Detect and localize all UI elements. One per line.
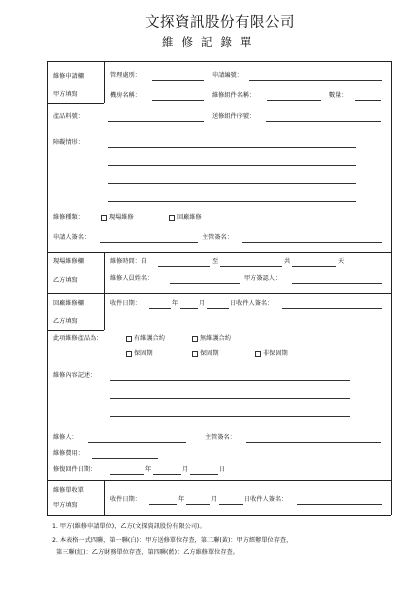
model-name-field[interactable] bbox=[152, 100, 204, 101]
return-checkbox[interactable] bbox=[169, 215, 175, 221]
receive-month-field[interactable] bbox=[180, 308, 198, 309]
side-label: 現場維修欄 bbox=[53, 258, 84, 265]
receive-date-label: 收件日期： bbox=[110, 300, 141, 307]
out-warranty-option: 非保固期 bbox=[263, 350, 288, 357]
return-option: 回廠維修 bbox=[177, 214, 202, 221]
supervisor-sign-label: 主管簽名： bbox=[205, 434, 236, 441]
repairer-label: 維修人： bbox=[53, 434, 78, 441]
return-year-field[interactable] bbox=[110, 474, 144, 475]
no-contract-option: 無維護合約 bbox=[200, 335, 231, 342]
fault-desc-label: 障礙情形： bbox=[53, 139, 84, 146]
model-name-label: 機房名稱： bbox=[110, 92, 141, 99]
return-month-field[interactable] bbox=[153, 474, 181, 475]
side-label: 回廠維修欄 bbox=[53, 300, 84, 307]
onsite-checkbox[interactable] bbox=[101, 215, 107, 221]
request-no-field[interactable] bbox=[249, 80, 382, 81]
note-2-cont: 第三聯(紅)：乙方財務單位存查，第四聯(藍)：乙方維修單位存查。 bbox=[56, 549, 239, 556]
part-serial-field[interactable] bbox=[266, 121, 381, 122]
repair-fee-field[interactable] bbox=[92, 458, 158, 459]
side-label-sub: 甲方填寫 bbox=[53, 502, 78, 509]
repair-time-label: 維修時間：自 bbox=[110, 258, 148, 265]
warranty-checkbox[interactable] bbox=[126, 351, 132, 357]
part-serial-label: 送修組件序號： bbox=[212, 113, 256, 120]
supervisor-sign-field[interactable] bbox=[242, 242, 382, 243]
supervisor-sign-field[interactable] bbox=[246, 442, 381, 443]
month-label: 月 bbox=[199, 300, 206, 307]
year-label: 年 bbox=[145, 466, 152, 473]
to-label: 至 bbox=[212, 258, 219, 265]
side-label-sub: 乙方填寫 bbox=[53, 277, 78, 284]
month-label: 月 bbox=[211, 496, 218, 503]
repair-product-label: 此項維修產品為： bbox=[53, 335, 103, 342]
year-label: 年 bbox=[178, 496, 185, 503]
repair-content-line[interactable] bbox=[110, 380, 350, 381]
repair-part-name-field[interactable] bbox=[267, 100, 321, 101]
quantity-label: 數量： bbox=[329, 92, 348, 99]
fault-desc-line[interactable] bbox=[108, 183, 356, 184]
day-receiver-label: 日收件人簽名： bbox=[230, 300, 274, 307]
side-label-sub: 甲方填寫 bbox=[53, 91, 78, 98]
no-contract-checkbox[interactable] bbox=[192, 336, 198, 342]
return-date-label: 修復回件日期： bbox=[53, 466, 97, 473]
admin-category-field[interactable] bbox=[152, 80, 204, 81]
day-label: 日 bbox=[219, 466, 226, 473]
return-day-field[interactable] bbox=[190, 474, 218, 475]
note-2: 2. 本表格一式四聯，第一聯(白)：甲方送修單位存查，第二聯(黃)：甲方經辦單位存查， bbox=[52, 537, 293, 544]
quantity-field[interactable] bbox=[355, 100, 381, 101]
fault-desc-line[interactable] bbox=[108, 147, 356, 148]
receive-day-field[interactable] bbox=[207, 308, 229, 309]
party-a-confirm-label: 甲方簽認人： bbox=[244, 275, 282, 282]
side-label: 維修申請欄 bbox=[53, 73, 84, 80]
receipt-year-field[interactable] bbox=[149, 504, 177, 505]
request-no-label: 申請編號： bbox=[212, 72, 243, 79]
repairer-name-field[interactable] bbox=[170, 283, 240, 284]
repair-type-label: 維修種類： bbox=[53, 214, 84, 221]
admin-category-label: 管理處別： bbox=[110, 72, 141, 79]
contract-option: 有維護合約 bbox=[134, 335, 165, 342]
company-name: 文探資訊股份有限公司 bbox=[145, 15, 295, 31]
repair-fee-label: 維修費用： bbox=[53, 450, 84, 457]
receipt-month-field[interactable] bbox=[186, 504, 210, 505]
in-warranty-option: 保固期 bbox=[200, 350, 219, 357]
days-label: 天 bbox=[338, 258, 345, 265]
month-label: 月 bbox=[182, 466, 189, 473]
out-warranty-checkbox[interactable] bbox=[255, 351, 261, 357]
fault-desc-line[interactable] bbox=[108, 165, 356, 166]
receipt-receiver-field[interactable] bbox=[297, 504, 382, 505]
receive-date-label: 收件日期： bbox=[110, 496, 141, 503]
repair-content-line[interactable] bbox=[110, 398, 350, 399]
fault-desc-line[interactable] bbox=[108, 201, 356, 202]
in-warranty-checkbox[interactable] bbox=[192, 351, 198, 357]
repair-content-line[interactable] bbox=[110, 416, 350, 417]
product-no-label: 產品料號： bbox=[53, 113, 84, 120]
repairer-name-label: 維修人員姓名： bbox=[110, 275, 154, 282]
side-label: 維修單收單 bbox=[53, 487, 84, 494]
side-label-sub: 乙方填寫 bbox=[53, 318, 78, 325]
day-receiver-label: 日收件人簽名： bbox=[244, 496, 288, 503]
note-1: 1. 甲方(維修申請單位)，乙方(文探資訊股份有限公司)。 bbox=[52, 523, 206, 530]
total-label: 共 bbox=[284, 258, 291, 265]
receiver-sign-field[interactable] bbox=[282, 308, 382, 309]
total-days-field[interactable] bbox=[292, 266, 336, 267]
supervisor-sign-label: 主管簽名： bbox=[202, 234, 233, 241]
year-label: 年 bbox=[172, 300, 179, 307]
applicant-sign-field[interactable] bbox=[100, 242, 198, 243]
repairer-field[interactable] bbox=[88, 442, 186, 443]
onsite-option: 現場維修 bbox=[109, 214, 134, 221]
applicant-sign-label: 申請人簽名： bbox=[53, 234, 91, 241]
repair-content-label: 維修內容記述： bbox=[53, 372, 97, 379]
repair-time-to-field[interactable] bbox=[220, 266, 282, 267]
repair-part-name-label: 維修組件名稱： bbox=[212, 92, 256, 99]
warranty-option: 保固期 bbox=[134, 350, 153, 357]
contract-checkbox[interactable] bbox=[126, 336, 132, 342]
party-a-confirm-field[interactable] bbox=[292, 283, 382, 284]
form-title: 維修記錄單 bbox=[162, 35, 260, 49]
repair-time-from-field[interactable] bbox=[158, 266, 210, 267]
receive-year-field[interactable] bbox=[149, 308, 171, 309]
receipt-day-field[interactable] bbox=[219, 504, 243, 505]
product-no-field[interactable] bbox=[108, 121, 204, 122]
